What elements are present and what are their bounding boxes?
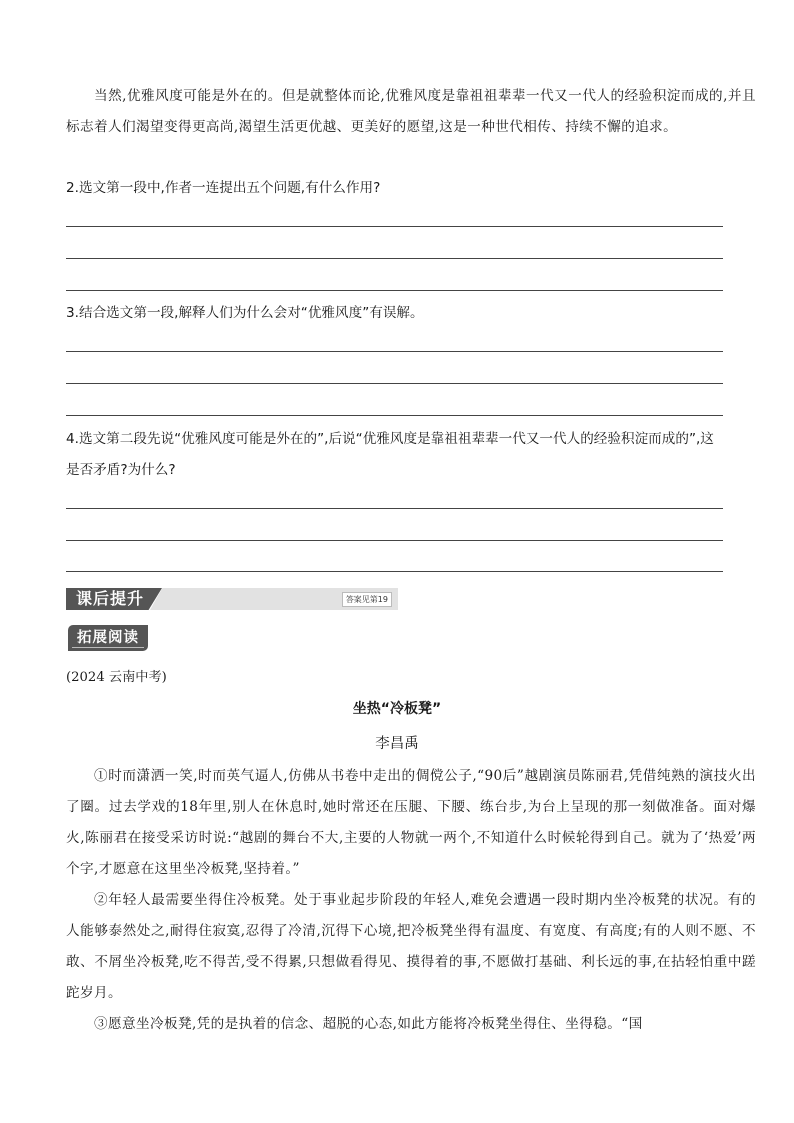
article-paragraph-3 bbox=[66, 1009, 756, 1040]
section-banner bbox=[66, 588, 398, 610]
section-title: 课后提升 bbox=[76, 589, 145, 608]
article-title: 坐热“冷板凳” bbox=[352, 701, 442, 717]
answer-line[interactable] bbox=[66, 258, 723, 259]
article-paragraph-1 bbox=[66, 761, 756, 885]
paragraph-text: 时而潇洒一笑,时而英气逼人,仿佛从书卷中走出的倜傥公子,“90后”越剧演员陈丽君,凭借纯熟的演技火出了圈。过去学戏的18年里,别人在休息时,她时常还在压腿、下腰、练台步,为台上呈现的那一刻做准备。面对爆火,陈丽君在接受采访时说:“越剧的舞台不大,主要的人物就一两个,不知道什么时候轮得到自己。就为了‘热爱’两个字,才愿意在这里坐冷板凳,坚持着。” bbox=[66, 768, 756, 877]
answer-line[interactable] bbox=[66, 508, 723, 509]
answer-line[interactable] bbox=[66, 290, 723, 291]
paragraph-text: 愿意坐冷板凳,凭的是执着的信念、超脱的心态,如此方能将冷板凳坐得住、坐得稳。“国 bbox=[108, 1016, 643, 1032]
article-paragraph-2 bbox=[66, 885, 756, 1009]
answer-line[interactable] bbox=[66, 383, 723, 384]
paragraph-number: ① bbox=[94, 768, 109, 784]
article-author: 李昌禹 bbox=[375, 736, 419, 752]
answer-line[interactable] bbox=[66, 226, 723, 227]
answer-line[interactable] bbox=[66, 415, 723, 416]
question-3: 3.结合选文第一段,解释人们为什么会对“优雅风度”有误解。 bbox=[66, 305, 424, 321]
question-2: 2.选文第一段中,作者一连提出五个问题,有什么作用? bbox=[66, 180, 381, 196]
answer-line[interactable] bbox=[66, 351, 723, 352]
paragraph-number: ③ bbox=[94, 1016, 108, 1032]
reading-tag: 拓展阅读 bbox=[68, 625, 148, 651]
paragraph-text: 年轻人最需要坐得住冷板凳。处于事业起步阶段的年轻人,难免会遭遇一段时期内坐冷板凳的状况。有的人能够泰然处之,耐得住寂寞,忍得了冷清,沉得下心境,把冷板凳坐得有温度、有宽度、有高度;有的人则不愿、不敢、不屑坐冷板凳,吃不得苦,受不得累,只想做看得见、摸得着的事,不愿做打基础、利长远的事,在拈轻怕重中蹉跎岁月。 bbox=[66, 892, 757, 1001]
answer-line[interactable] bbox=[66, 540, 723, 541]
passage-paragraph: 当然,优雅风度可能是外在的。但是就整体而论,优雅风度是靠祖祖辈辈一代又一代人的经验积淀而成的,并且标志着人们渴望变得更高尚,渴望生活更优越、更美好的愿望,这是一种世代相传、持续不懈的追求。 bbox=[66, 88, 756, 135]
paragraph-number: ② bbox=[94, 892, 109, 908]
answer-reference: 答案见第19 bbox=[342, 592, 392, 607]
source-note: (2024 云南中考) bbox=[66, 670, 167, 685]
question-4: 4.选文第二段先说“优雅风度可能是外在的”,后说“优雅风度是靠祖祖辈辈一代又一代人的经验积淀而成的”,这是否矛盾?为什么? bbox=[66, 431, 714, 478]
answer-line[interactable] bbox=[66, 571, 723, 572]
